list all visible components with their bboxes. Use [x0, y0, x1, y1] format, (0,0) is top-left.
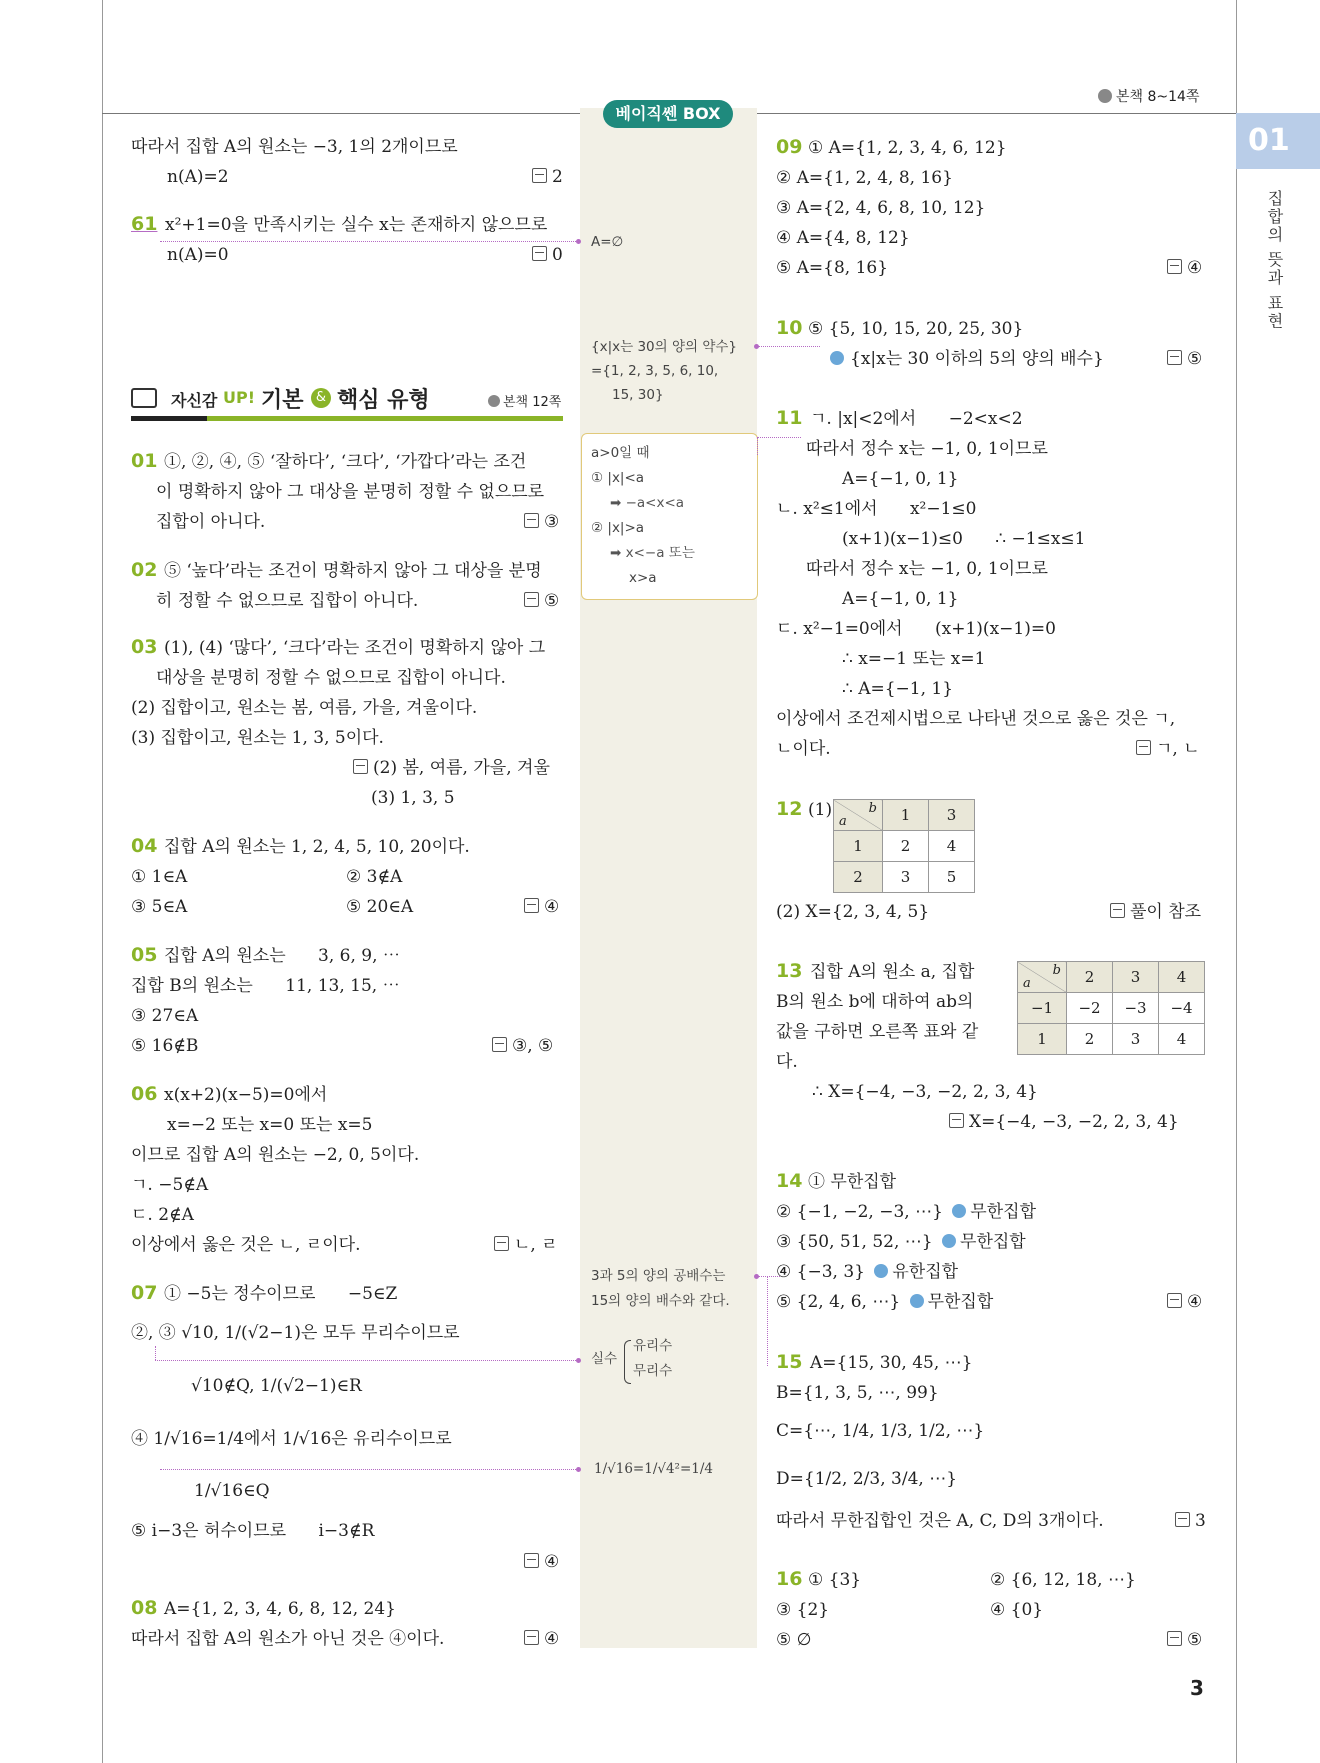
- basic-box-badge: 베이직쎈 BOX: [603, 100, 733, 128]
- problem-number: 15: [776, 1351, 803, 1373]
- text-line: ㄴ. x²≤1에서 x²−1≤0: [776, 499, 977, 519]
- answer: ⑤: [1167, 1629, 1202, 1651]
- text-line: ① −5는 정수이므로 −5∈Z: [164, 1284, 398, 1304]
- side-note: ={1, 2, 3, 5, 6, 10,: [591, 363, 719, 379]
- problem-number: 12: [776, 798, 803, 820]
- text-line: B={1, 3, 5, ⋯, 99}: [776, 1383, 939, 1403]
- problem-number: 03: [131, 636, 158, 658]
- text-line: ②, ③ √10, 1/(√2−1)은 모두 무리수이므로: [131, 1323, 460, 1343]
- text-line: A={−1, 0, 1}: [842, 589, 959, 609]
- side-note: 3과 5의 양의 공배수는: [591, 1268, 726, 1284]
- answer-icon: [532, 246, 547, 261]
- text-line: ⑤ ‘높다’라는 조건이 명확하지 않아 그 대상을 분명: [164, 561, 542, 581]
- connector: [767, 1276, 768, 1366]
- text-line: 집합 A의 원소 a, 집합: [810, 962, 975, 982]
- answer: ④: [524, 1551, 559, 1573]
- answer-icon: [1175, 1512, 1190, 1527]
- text-line: D={1/2, 2/3, 3/4, ⋯}: [776, 1469, 958, 1489]
- text-line: ③ A={2, 4, 6, 8, 10, 12}: [776, 198, 986, 218]
- table-cell: −3: [1113, 993, 1159, 1024]
- answer-icon: [949, 1113, 964, 1128]
- text-line: A={−1, 0, 1}: [842, 469, 959, 489]
- problem-number: 04: [131, 835, 158, 857]
- text-line: (3) 집합이고, 원소는 1, 3, 5이다.: [131, 728, 384, 748]
- side-note: ➡ −a<x<a: [610, 495, 685, 511]
- connector: [757, 437, 758, 455]
- text-line: A={15, 30, 45, ⋯}: [810, 1353, 973, 1373]
- text-line: ③ 27∈A: [131, 1006, 199, 1026]
- arrow-icon: [910, 1294, 924, 1308]
- arrow-icon: [874, 1264, 888, 1278]
- text-line: 집합이 아니다.: [156, 512, 266, 532]
- text-line: ② 3∉A: [346, 867, 403, 887]
- text-line: ㄱ. |x|<2에서 −2<x<2: [810, 409, 1023, 429]
- chapter-title: 집합의 뜻과 표현: [1265, 190, 1284, 331]
- table-cell: 2: [1067, 962, 1113, 993]
- text-line: ① A={1, 2, 3, 4, 6, 12}: [808, 138, 1007, 158]
- text-line: B의 원소 b에 대하여 ab의: [776, 992, 974, 1012]
- answer: 3: [1175, 1510, 1206, 1532]
- text-line: ② {6, 12, 18, ⋯}: [990, 1570, 1136, 1590]
- answer-icon: [1167, 259, 1182, 274]
- problem-number: 06: [131, 1083, 158, 1105]
- text-line: ④ A={4, 8, 12}: [776, 228, 910, 248]
- side-note: a>0일 때: [591, 445, 650, 461]
- problem-number: 11: [776, 407, 803, 429]
- problem-number: 61: [131, 213, 158, 235]
- text-line: ③ 5∈A: [131, 897, 188, 917]
- text-line: ③ {50, 51, 52, ⋯} 무한집합: [776, 1232, 1026, 1252]
- side-note: 1/√16=1/√4²=1/4: [594, 1461, 714, 1477]
- answer-icon: [1167, 350, 1182, 365]
- megaphone-icon: [131, 388, 157, 408]
- answer-line: (3) 1, 3, 5: [371, 788, 455, 808]
- text-line: 이상에서 조건제시법으로 나타낸 것으로 옳은 것은 ㄱ,: [776, 709, 1176, 729]
- text-line: 따라서 집합 A의 원소가 아닌 것은 ④이다.: [131, 1629, 445, 1649]
- answer-icon: [524, 1553, 539, 1568]
- answer-icon: [1136, 740, 1151, 755]
- problem-number: 07: [131, 1282, 158, 1304]
- side-note: A=∅: [591, 234, 624, 250]
- answer: 풀이 참조: [1110, 901, 1201, 923]
- answer: ⑤: [524, 590, 559, 612]
- text-line: ∴ x=−1 또는 x=1: [842, 649, 986, 669]
- brace-icon: [624, 1340, 631, 1384]
- side-note: 15, 30}: [612, 387, 664, 403]
- answer: ⑤: [1167, 348, 1202, 370]
- connector-dot: [576, 1358, 581, 1363]
- side-note: ➡ x<−a 또는: [610, 545, 695, 561]
- problem-number: 01: [131, 450, 158, 472]
- text-line: ④ 1/√16=1/4에서 1/√16은 유리수이므로: [131, 1429, 452, 1449]
- problem-number: 09: [776, 136, 803, 158]
- text-line: 1/√16∈Q: [194, 1481, 270, 1501]
- table-row: [834, 862, 975, 893]
- text-line: (x+1)(x−1)≤0 ∴ −1≤x≤1: [842, 529, 1086, 549]
- problem-number: 02: [131, 559, 158, 581]
- arrow-icon: [952, 1204, 966, 1218]
- text-line: ② A={1, 2, 4, 8, 16}: [776, 168, 953, 188]
- text-line: x²+1=0을 만족시키는 실수 x는 존재하지 않으므로: [165, 215, 548, 235]
- table-13: [1017, 961, 1205, 1055]
- table-cell: 4: [1159, 962, 1205, 993]
- text-line: ⑤ {5, 10, 15, 20, 25, 30}: [808, 319, 1024, 339]
- table-cell: 4: [929, 831, 975, 862]
- text-line: (2) X={2, 3, 4, 5}: [776, 902, 930, 922]
- answer-icon: [1167, 1293, 1182, 1308]
- side-note: {x|x는 30의 양의 약수}: [591, 339, 738, 355]
- table-cell: 2: [883, 831, 929, 862]
- text-line: 이 명확하지 않아 그 대상을 분명히 정할 수 없으므로: [156, 482, 545, 502]
- ampersand-icon: &: [311, 388, 331, 408]
- answer: (2) 봄, 여름, 가을, 겨울: [353, 757, 550, 779]
- section-header: 자신감 UP! 기본 & 핵심 유형 본책 12쪽: [131, 380, 563, 422]
- text-line: ④ {−3, 3} 유한집합: [776, 1262, 959, 1282]
- connector: [160, 241, 580, 242]
- text-line: n(A)=2: [167, 167, 229, 187]
- table-cell: 2: [1067, 1024, 1113, 1055]
- answer: ㄴ, ㄹ: [494, 1234, 558, 1256]
- answer-icon: [494, 1236, 509, 1251]
- text-line: ①, ②, ④, ⑤ ‘잘하다’, ‘크다’, ‘가깝다’라는 조건: [164, 452, 527, 472]
- text-line: x(x+2)(x−5)=0에서: [164, 1085, 328, 1105]
- page-number: 3: [1190, 1676, 1204, 1700]
- answer-icon: [492, 1037, 507, 1052]
- text-line: (1), (4) ‘많다’, ‘크다’라는 조건이 명확하지 않아 그: [164, 638, 546, 658]
- table-corner: a b: [834, 800, 883, 831]
- answer-icon: [524, 513, 539, 528]
- connector: [160, 1469, 580, 1470]
- table-row: [1018, 993, 1205, 1024]
- refresh-icon: [1098, 89, 1112, 103]
- table-cell: 2: [834, 862, 883, 893]
- text-line: 따라서 집합 A의 원소는 −3, 1의 2개이므로: [131, 137, 458, 157]
- problem-number: 05: [131, 944, 158, 966]
- text-line: 집합 A의 원소는 3, 6, 9, ⋯: [164, 946, 400, 966]
- text-line: ⑤ 20∈A: [346, 897, 414, 917]
- table-cell: −2: [1067, 993, 1113, 1024]
- table-row: [1018, 1024, 1205, 1055]
- answer-icon: [1167, 1631, 1182, 1646]
- problem-number: 14: [776, 1170, 803, 1192]
- table-cell: −4: [1159, 993, 1205, 1024]
- text-line: ㄷ. 2∉A: [131, 1205, 194, 1225]
- text-line: 다.: [776, 1052, 798, 1072]
- text-line: ⑤ {2, 4, 6, ⋯} 무한집합: [776, 1292, 994, 1312]
- text-line: n(A)=0: [167, 245, 229, 265]
- text-line: 값을 구하면 오른쪽 표와 같: [776, 1022, 979, 1042]
- answer: ③: [524, 511, 559, 533]
- text-line: ② {−1, −2, −3, ⋯} 무한집합: [776, 1202, 1036, 1222]
- text-line: 따라서 정수 x는 −1, 0, 1이므로: [806, 439, 1048, 459]
- page-ref: 본책 8~14쪽: [1098, 86, 1199, 106]
- table-cell: 3: [1113, 1024, 1159, 1055]
- answer-icon: [353, 759, 368, 774]
- connector-dot: [576, 1467, 581, 1472]
- answer-icon: [524, 592, 539, 607]
- text-line: 따라서 무한집합인 것은 A, C, D의 3개이다.: [776, 1511, 1104, 1531]
- text-line: ① {3}: [808, 1570, 862, 1590]
- text-line: ⑤ ∅: [776, 1630, 812, 1650]
- answer: X={−4, −3, −2, 2, 3, 4}: [949, 1111, 1179, 1133]
- problem-number: 16: [776, 1568, 803, 1590]
- text-line: C={⋯, 1/4, 1/3, 1/2, ⋯}: [776, 1421, 985, 1441]
- problem-number: 13: [776, 960, 803, 982]
- connector: [758, 346, 820, 347]
- text-line: ⑤ A={8, 16}: [776, 258, 889, 278]
- text-line: 히 정할 수 없으므로 집합이 아니다.: [156, 591, 419, 611]
- table-cell: 5: [929, 862, 975, 893]
- table-12: [833, 799, 975, 893]
- left-margin-line: [102, 0, 103, 1763]
- problem-number: 10: [776, 317, 803, 339]
- right-margin-line: [1236, 0, 1237, 1763]
- connector: [155, 1360, 580, 1361]
- connector: [155, 1346, 156, 1360]
- text-line: 이상에서 옳은 것은 ㄴ, ㄹ이다.: [131, 1235, 361, 1255]
- text-line: 집합 A의 원소는 1, 2, 4, 5, 10, 20이다.: [164, 837, 470, 857]
- text-line: ⑤ 16∉B: [131, 1036, 199, 1056]
- answer: ④: [1167, 257, 1202, 279]
- answer-icon: [532, 168, 547, 183]
- text-line: ∴ A={−1, 1}: [842, 679, 954, 699]
- text-line: √10∉Q, 1/(√2−1)∈R: [191, 1376, 362, 1396]
- text-line: ㄱ. −5∉A: [131, 1175, 209, 1195]
- text-line: ㄴ이다.: [776, 739, 831, 759]
- text-line: ① 1∈A: [131, 867, 188, 887]
- table-cell: 1: [883, 800, 929, 831]
- text-line: ⑤ i−3은 허수이므로 i−3∉R: [131, 1521, 375, 1541]
- text-line: A={1, 2, 3, 4, 6, 8, 12, 24}: [164, 1599, 396, 1619]
- table-row: [834, 831, 975, 862]
- text-line: {x|x는 30 이하의 5의 양의 배수}: [830, 348, 1104, 370]
- text-line: ③ {2}: [776, 1600, 830, 1620]
- answer: ④: [1167, 1291, 1202, 1313]
- text-line: 따라서 정수 x는 −1, 0, 1이므로: [806, 559, 1048, 579]
- arrow-icon: [830, 351, 844, 365]
- connector-dot: [576, 239, 581, 244]
- problem-number: 08: [131, 1597, 158, 1619]
- text-line: x=−2 또는 x=0 또는 x=5: [167, 1115, 373, 1135]
- text-line: (1): [808, 800, 833, 820]
- table-cell: 3: [1113, 962, 1159, 993]
- text-line: 이므로 집합 A의 원소는 −2, 0, 5이다.: [131, 1145, 420, 1165]
- text-line: (2) 집합이고, 원소는 봄, 여름, 가을, 겨울이다.: [131, 698, 478, 718]
- side-note: 유리수: [633, 1338, 673, 1354]
- text-line: 집합 B의 원소는 11, 13, 15, ⋯: [131, 976, 400, 996]
- table-cell: 4: [1159, 1024, 1205, 1055]
- answer-icon: [524, 898, 539, 913]
- answer-icon: [1110, 903, 1125, 918]
- side-note: ② |x|>a: [591, 520, 645, 536]
- answer: ④: [524, 1628, 559, 1650]
- side-note: 실수: [591, 1351, 618, 1367]
- table-cell: 1: [834, 831, 883, 862]
- chapter-tab: 01: [1236, 113, 1320, 169]
- answer: ④: [524, 896, 559, 918]
- table-cell: 1: [1018, 1024, 1067, 1055]
- answer-icon: [524, 1630, 539, 1645]
- text-line: ㄷ. x²−1=0에서 (x+1)(x−1)=0: [776, 619, 1056, 639]
- refresh-icon: [488, 395, 500, 407]
- answer: ③, ⑤: [492, 1035, 553, 1057]
- answer: 2: [532, 166, 563, 188]
- answer: ㄱ, ㄴ: [1136, 738, 1200, 760]
- answer: 0: [532, 244, 563, 266]
- side-note: 무리수: [633, 1363, 673, 1379]
- table-cell: 3: [883, 862, 929, 893]
- arrow-icon: [942, 1234, 956, 1248]
- text-line: ① 무한집합: [808, 1172, 897, 1192]
- text-line: 대상을 분명히 정할 수 없으므로 집합이 아니다.: [156, 668, 506, 688]
- text-line: ∴ X={−4, −3, −2, 2, 3, 4}: [812, 1082, 1038, 1102]
- table-cell: −1: [1018, 993, 1067, 1024]
- text-line: ④ {0}: [990, 1600, 1044, 1620]
- side-note: ① |x|<a: [591, 470, 645, 486]
- side-note: 15의 양의 배수와 같다.: [591, 1293, 730, 1309]
- table-cell: 3: [929, 800, 975, 831]
- side-note: x>a: [629, 570, 657, 586]
- connector: [757, 437, 801, 438]
- table-corner: a b: [1018, 962, 1067, 993]
